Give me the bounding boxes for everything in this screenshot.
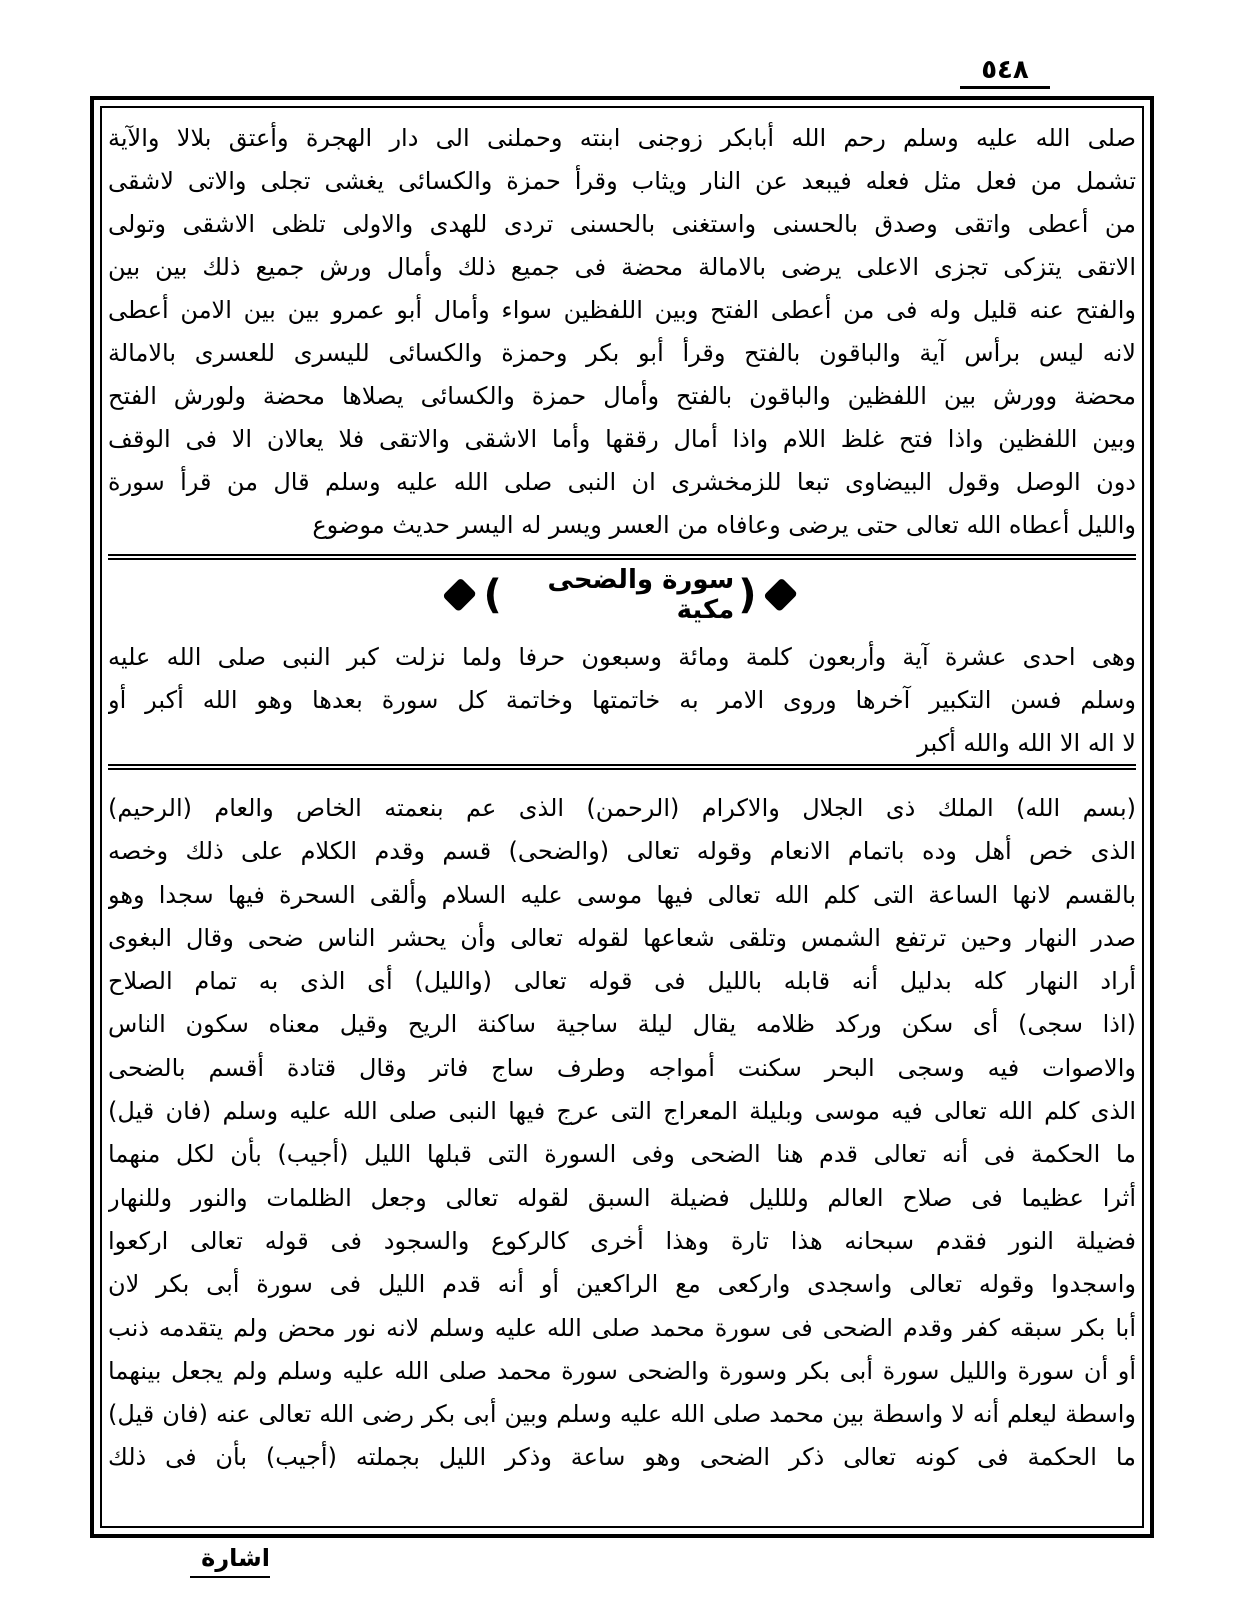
ornament-icon xyxy=(442,578,477,613)
text-line: ما الحكمة فى كونه تعالى ذكر الضحى وهو ساعة وذكر الليل بجملته (أجيب) بأن فى ذلك xyxy=(108,1443,1136,1472)
catchword: اشارة xyxy=(190,1540,270,1578)
text-line: صلى الله عليه وسلم رحم الله أبابكر زوجنى ابنته وحملنى الى دار الهجرة وأعتق بلالا والآية xyxy=(108,124,1136,152)
text-line: والاصوات فيه وسجى البحر سكنت أمواجه وطرف ساج فاتر وقال قتادة أقسم بالضحى xyxy=(108,1053,1136,1082)
text-line: وبين اللفظين واذا فتح غلظ اللام واذا أمال رققها وأما الاشقى والاتقى فلا يعالان الا فى الوقف xyxy=(108,425,1136,453)
text-line: واسطة ليعلم أنه لا واسطة بين محمد صلى الله عليه وسلم وبين أبى بكر رضى الله تعالى عنه (فان قيل) xyxy=(108,1400,1136,1429)
text-line: (اذا سجى) أى سكن وركد ظلامه يقال ليلة ساجية ساكنة الريح وقيل معناه سكون الناس xyxy=(108,1010,1136,1039)
text-line: وهى احدى عشرة آية وأربعون كلمة ومائة وسبعون حرفا ولما نزلت كبر النبى صلى الله عليه xyxy=(108,643,1136,671)
text-line: أبا بكر سبقه كفر وقدم الضحى فى سورة محمد صلى الله عليه وسلم لانه نور محض ولم يتقدمه ذنب xyxy=(108,1313,1136,1342)
text-line: وسلم فسن التكبير آخرها وروى الامر به خاتمتها وخاتمة كل سورة بعدها وهو الله أكبر أو xyxy=(108,686,1136,714)
surah-title: سورة والضحى مكية xyxy=(547,565,735,625)
text-line: واسجدوا وقوله تعالى واسجدى واركعى مع الراكعين أو أنه قدم الليل فى سورة أبى بكر لان xyxy=(108,1270,1136,1299)
text-line: الاتقى يتزكى تجزى الاعلى يرضى بالامالة محضة فى جميع ذلك وأمال ورش جميع ذلك بين بين xyxy=(108,253,1136,281)
text-line: أو أن سورة والليل سورة أبى بكر وسورة والضحى سورة محمد صلى الله عليه وسلم ولم يجعل بينهما xyxy=(108,1356,1136,1385)
bracket-icon: ) xyxy=(483,572,502,618)
text-line: ما الحكمة فى أنه تعالى قدم هنا الضحى وفى السورة التى قبلها الليل (أجيب) بأن لكل منهما xyxy=(108,1140,1136,1169)
ornament-icon xyxy=(763,578,798,613)
section-divider xyxy=(108,554,1136,560)
section-divider xyxy=(108,764,1136,770)
text-line: أثرا عظيما فى صلاح العالم وللليل فضيلة السبق لقوله تعالى وجعل الظلمات والنور وللنهار xyxy=(108,1183,1136,1212)
text-line: تشمل من فعل مثل فعله فيبعد عن النار ويثاب وقرأ حمزة والكسائى يغشى تجلى والاتى لاشقى xyxy=(108,167,1136,195)
commentary-block xyxy=(108,787,1136,1480)
text-line: والليل أعطاه الله تعالى حتى يرضى وعافاه من العسر ويسر له اليسر حديث موضوع xyxy=(312,511,1136,539)
text-line: بالقسم لانها الساعة التى كلم الله تعالى فيها موسى عليه السلام وألقى السحرة فيها سجدا وهو xyxy=(108,880,1136,909)
surah-heading xyxy=(440,565,800,625)
text-line: (بسم الله) الملك ذى الجلال والاكرام (الرحمن) الذى عم بنعمته الخاص والعام (الرحيم) xyxy=(108,794,1136,822)
page-number: ٥٤٨ xyxy=(960,54,1050,89)
text-line: لانه ليس برأس آية والباقون بالفتح وقرأ أبو بكر وحمزة والكسائى لليسرى للعسرى بالامالة xyxy=(108,339,1136,367)
text-line: الذى كلم الله تعالى فيه موسى وبليلة المعراج التى عرج فيها النبى صلى الله عليه وسلم (فان قيل) xyxy=(108,1097,1136,1126)
surah-intro-block xyxy=(108,636,1136,765)
bracket-icon: ( xyxy=(738,572,757,618)
text-line: لا اله الا الله والله أكبر xyxy=(917,729,1136,757)
text-line: والفتح عنه قليل وله فى من أعطى الفتح وبين اللفظين سواء وأمال أبو عمرو بين بين الامن أعطى xyxy=(108,296,1136,324)
text-line: الذى خص أهل وده باتمام الانعام وقوله تعالى (والضحى) قسم وقدم الكلام على ذلك وخصه xyxy=(108,837,1136,866)
text-line: صدر النهار وحين ترتفع الشمس وتلقى شعاعها لقوله تعالى وأن يحشر الناس ضحى وقال البغوى xyxy=(108,923,1136,952)
text-line: فضيلة النور فقدم سبحانه هذا تارة وهذا أخرى كالركوع والسجود فى قوله تعالى اركعوا xyxy=(108,1226,1136,1255)
text-line: محضة وورش بين اللفظين والباقون بالفتح وأمال حمزة والكسائى يصلاها محضة ولورش الفتح xyxy=(108,382,1136,410)
top-text-block xyxy=(108,117,1136,547)
text-line: أراد النهار كله بدليل أنه قابله بالليل فى قوله تعالى (والليل) أى الذى به تمام الصلاح xyxy=(108,967,1136,996)
text-line: من أعطى واتقى وصدق بالحسنى واستغنى بالحسنى تردى للهدى والاولى تلظى الاشقى وتولى xyxy=(108,210,1136,238)
text-line: دون الوصل وقول البيضاوى تبعا للزمخشرى ان النبى صلى الله عليه وسلم قال من قرأ سورة xyxy=(108,468,1136,496)
